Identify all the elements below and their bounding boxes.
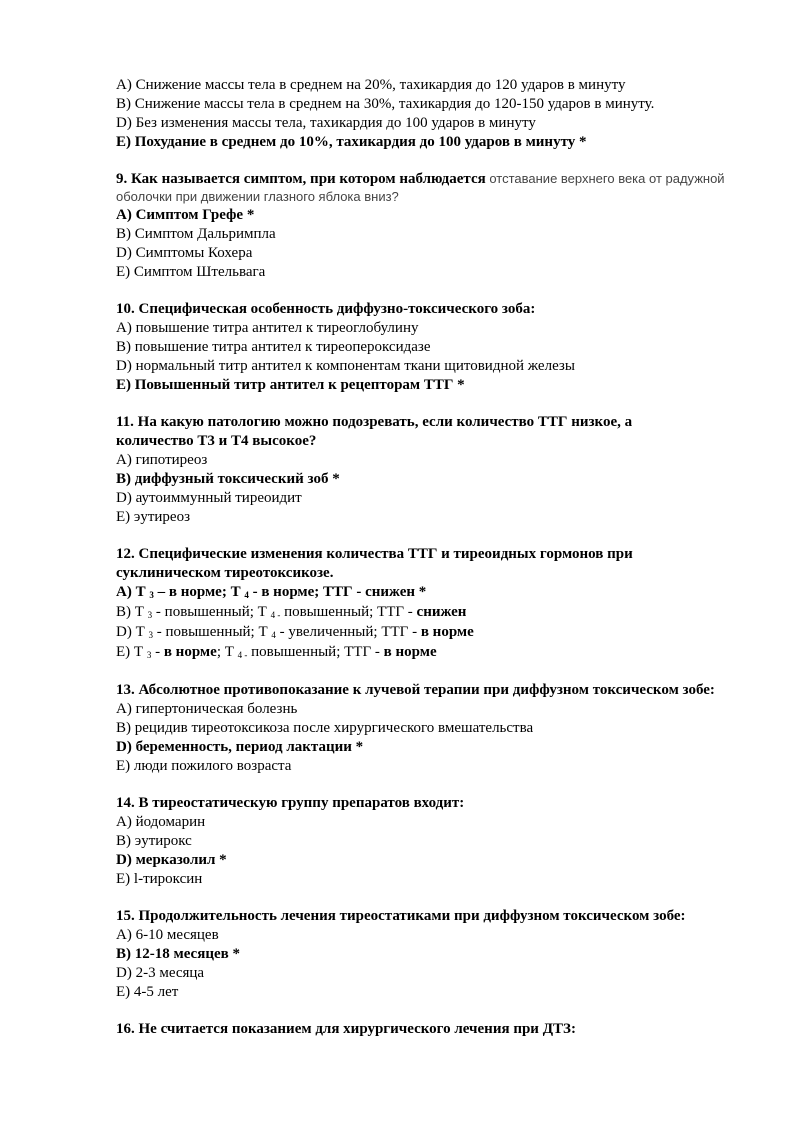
question-15 xyxy=(116,907,756,1002)
option-a: A) йодомарин xyxy=(116,814,206,830)
option-d-correct: D) мерказолил * xyxy=(116,852,227,868)
option-d xyxy=(116,623,756,643)
option-d: D) нормальный титр антител к компонентам ткани щитовидной железы xyxy=(116,358,575,374)
question-title-rest: отставание верхнего века от радужной оболочки при движении глазного яблока вниз? xyxy=(116,171,725,204)
option-text: - увеличенный; ТТГ - xyxy=(275,624,421,640)
question-14 xyxy=(116,794,756,889)
option-text: B) Т xyxy=(116,604,148,620)
question-title: 13. Абсолютное противопоказание к лучевой терапии при диффузном токсическом зобе: xyxy=(116,682,715,698)
option-e: E) 4-5 лет xyxy=(116,984,179,1000)
option-text: E) Т xyxy=(116,644,147,660)
option-a: A) 6-10 месяцев xyxy=(116,927,219,943)
option-text: - xyxy=(151,644,164,660)
option-text-bold: в норме xyxy=(420,624,474,640)
subscript: 3 xyxy=(149,590,154,600)
option-b: B) эутирокс xyxy=(116,833,192,849)
option-b: B) рецидив тиреотоксикоза после хирургического вмешательства xyxy=(116,720,534,736)
subscript: 4 - xyxy=(237,650,248,660)
option-b-correct: B) диффузный токсический зоб * xyxy=(116,471,340,487)
option-text-bold: в норме xyxy=(383,644,437,660)
option-a-correct xyxy=(116,583,756,603)
option-e-correct: E) Похудание в среднем до 10%, тахикардия до 100 ударов в минуту * xyxy=(116,134,587,150)
option-a-correct: A) Симптом Грефе * xyxy=(116,207,255,223)
option-e: E) l-тироксин xyxy=(116,871,203,887)
option-d: D) Без изменения массы тела, тахикардия до 100 ударов в минуту xyxy=(116,115,536,131)
option-text: повышенный; ТТГ - xyxy=(247,644,384,660)
question-title: 12. Специфические изменения количества ТТГ и тиреоидных гормонов при суклиническом тиреотоксикозе. xyxy=(116,546,633,581)
question-title: 14. В тиреостатическую группу препаратов входит: xyxy=(116,795,465,811)
option-b xyxy=(116,603,756,623)
option-text: - повышенный; Т xyxy=(153,624,272,640)
question-12 xyxy=(116,545,756,663)
option-d: D) Симптомы Кохера xyxy=(116,245,253,261)
option-d-correct: D) беременность, период лактации * xyxy=(116,739,364,755)
option-a: A) повышение титра антител к тиреоглобулину xyxy=(116,320,419,336)
question-title: 11. На какую патологию можно подозревать, если количество ТТГ низкое, а количество Т3 и Т4 высокое? xyxy=(116,414,633,449)
option-b-correct: B) 12-18 месяцев * xyxy=(116,946,240,962)
subscript: 4 xyxy=(271,630,276,640)
option-b: B) Снижение массы тела в среднем на 30%, тахикардия до 120-150 ударов в минуту. xyxy=(116,96,655,112)
question-title xyxy=(116,170,756,206)
option-text: - повышенный; Т xyxy=(152,604,271,620)
option-e: E) люди пожилого возраста xyxy=(116,758,292,774)
option-e-correct: E) Повышенный титр антител к рецепторам ТТГ * xyxy=(116,377,465,393)
option-text: - в норме; ТТГ - снижен * xyxy=(248,584,427,600)
subscript: 4 - xyxy=(270,610,281,620)
question-title: 15. Продолжительность лечения тиреостатиками при диффузном токсическом зобе: xyxy=(116,908,686,924)
option-text-bold: в норме xyxy=(163,644,217,660)
document-page xyxy=(116,76,756,1039)
subscript: 3 xyxy=(148,630,153,640)
option-e: E) эутиреоз xyxy=(116,509,191,525)
option-e xyxy=(116,643,756,663)
option-text: – в норме; Т xyxy=(153,584,245,600)
question-11 xyxy=(116,413,756,527)
option-d: D) 2-3 месяца xyxy=(116,965,205,981)
subscript: 4 xyxy=(244,590,249,600)
subscript: 3 xyxy=(146,650,152,660)
option-a: A) гипотиреоз xyxy=(116,452,208,468)
question-title-bold: 9. Как называется симптом, при котором наблюдается xyxy=(116,171,486,187)
option-b: B) повышение титра антител к тиреопероксидазе xyxy=(116,339,431,355)
option-d: D) аутоиммунный тиреоидит xyxy=(116,490,302,506)
option-e: E) Симптом Штельвага xyxy=(116,264,266,280)
question-9 xyxy=(116,170,756,282)
question-10 xyxy=(116,300,756,395)
top-options xyxy=(116,76,756,152)
option-text-bold: снижен xyxy=(416,604,467,620)
option-text: ; Т xyxy=(216,644,238,660)
option-text: A) Т xyxy=(116,584,150,600)
option-text: повышенный; ТТГ - xyxy=(280,604,417,620)
option-b: B) Симптом Дальримпла xyxy=(116,226,276,242)
question-title: 10. Специфическая особенность диффузно-токсического зоба: xyxy=(116,301,536,317)
question-title: 16. Не считается показанием для хирургического лечения при ДТЗ: xyxy=(116,1021,576,1037)
question-16 xyxy=(116,1020,756,1039)
option-a: A) гипертоническая болезнь xyxy=(116,701,298,717)
option-text: D) Т xyxy=(116,624,149,640)
option-a: A) Снижение массы тела в среднем на 20%, тахикардия до 120 ударов в минуту xyxy=(116,77,626,93)
subscript: 3 xyxy=(147,610,153,620)
question-13 xyxy=(116,681,756,776)
